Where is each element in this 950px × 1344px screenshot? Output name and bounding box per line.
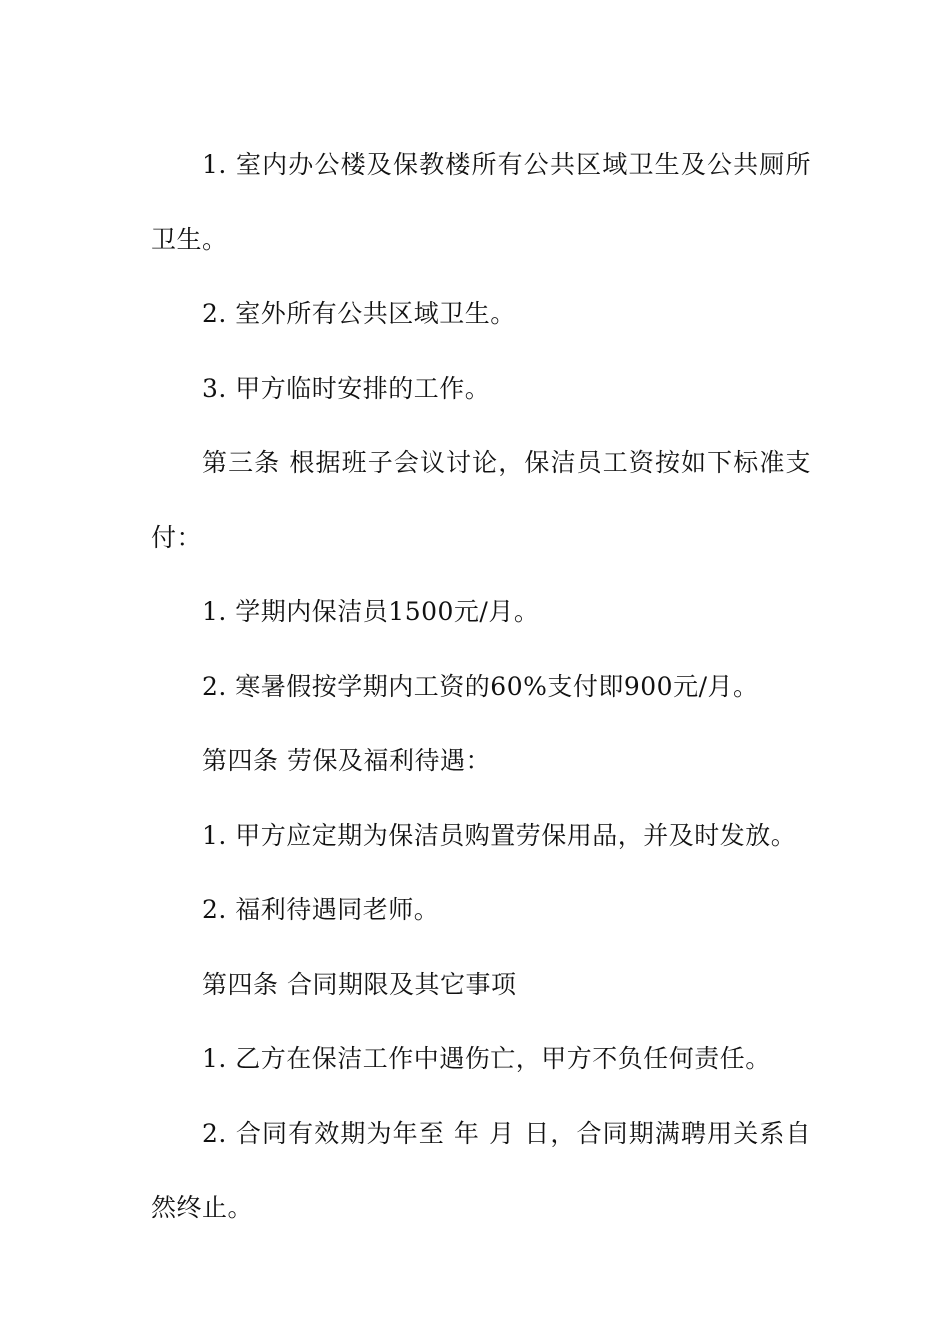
article-three-heading: 第三条 根据班子会议讨论，保洁员工资按如下标准支付：: [151, 448, 811, 552]
article-four-benefits-heading: 第四条 劳保及福利待遇：: [202, 746, 491, 775]
list-item-temporary-work: 3. 甲方临时安排的工作。: [202, 373, 491, 403]
list-item-term-salary: 1. 学期内保洁员1500元/月。: [202, 597, 540, 626]
list-item-benefits-same-as-teachers: 2. 福利待遇同老师。: [202, 895, 440, 924]
list-item-public-outdoor-cleaning: 2. 室外所有公共区域卫生。: [202, 299, 516, 328]
list-item-contract-period: 2. 合同有效期为年至 年 月 日，合同期满聘用关系自然终止。: [151, 1118, 811, 1222]
list-item-public-indoor-cleaning: 1. 室内办公楼及保教楼所有公共区域卫生及公共厕所卫生。: [151, 150, 811, 254]
document-body: [151, 128, 811, 1246]
article-four-term-heading: 第四条 合同期限及其它事项: [202, 969, 517, 999]
list-item-holiday-salary: 2. 寒暑假按学期内工资的60%支付即900元/月。: [202, 671, 759, 701]
list-item-protective-supplies: 1. 甲方应定期为保洁员购置劳保用品，并及时发放。: [202, 820, 797, 850]
list-item-liability: 1. 乙方在保洁工作中遇伤亡，甲方不负任何责任。: [202, 1044, 771, 1073]
